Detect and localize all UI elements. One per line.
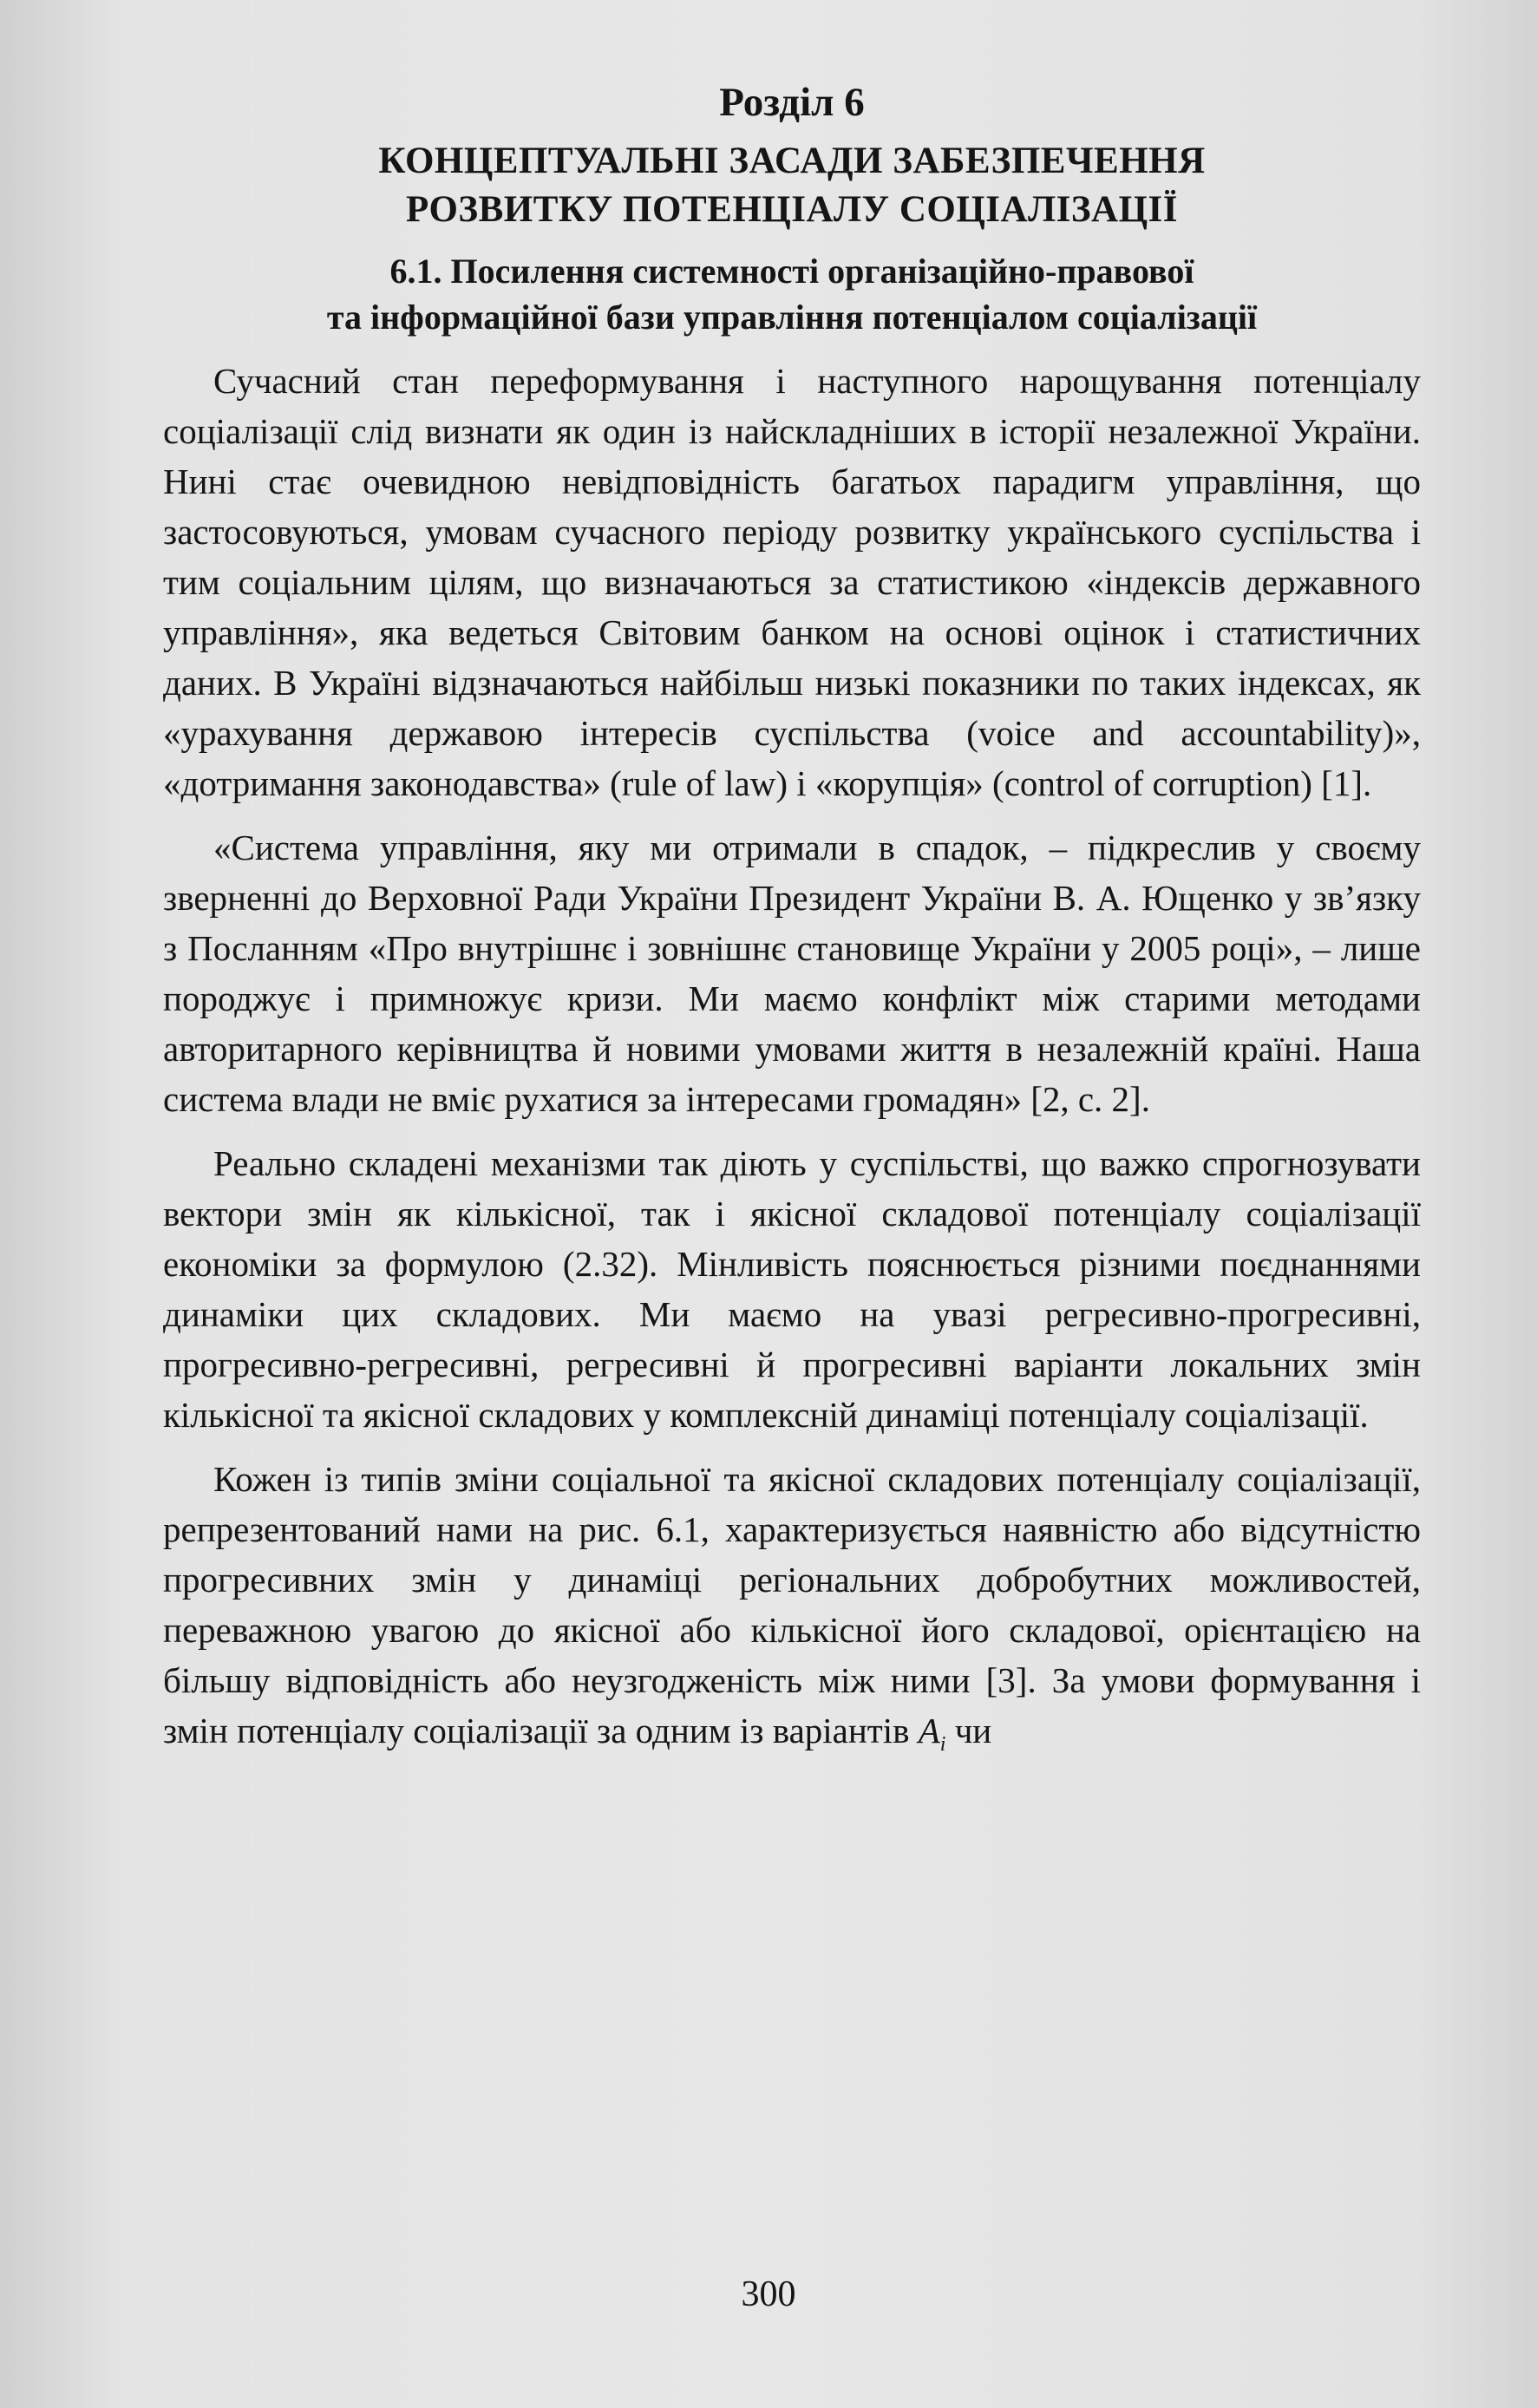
variant-subscript: i bbox=[939, 1733, 946, 1757]
chapter-title-line-2: РОЗВИТКУ ПОТЕНЦІАЛУ СОЦІАЛІЗАЦІЇ bbox=[405, 189, 1179, 230]
section-heading-line-1: 6.1. Посилення системності організаційно-правової bbox=[389, 252, 1194, 291]
paragraph-4 bbox=[163, 1454, 1421, 1770]
section-heading-line-2: та інформаційної бази управління потенціалом соціалізації bbox=[326, 298, 1258, 337]
page-number: 300 bbox=[741, 2274, 796, 2314]
chapter-heading: Розділ 6 bbox=[719, 80, 865, 125]
chapter-title-line-1: КОНЦЕПТУАЛЬНІ ЗАСАДИ ЗАБЕЗПЕЧЕННЯ bbox=[378, 141, 1206, 181]
section-heading bbox=[163, 248, 1421, 340]
paragraph-3: Реально складені механізми так діють у суспільстві, що важко спрогнозувати вектори змін як кількісної, так і якісної складової потенціалу соціалізації економіки за формулою (2.32). Мінливість пояснюється різними поєднаннями динаміки цих складових. Ми маємо на увазі регресивно-прогресивні, прогресивно-регресивні, регресивні й прогресивні варіанти локальних змін кількісної та якісної складових у комплексній динаміці потенціалу соціалізації. bbox=[163, 1143, 1421, 1435]
page-content bbox=[163, 76, 1421, 1783]
paragraph-2: «Система управління, яку ми отримали в спадок, – підкреслив у своєму зверненні до Верховної Ради України Президент України В. А. Ющенко у зв’язку з Посланням «Про внутрішнє і зовнішнє становище України у 2005 році», – лише породжує і примножує кризи. Ми маємо конфлікт між старими методами авторитарного керівництва й новими умовами життя в незалежній країні. Наша система влади не вміє рухатися за інтересами громадян» [2, с. 2]. bbox=[163, 828, 1421, 1119]
paragraph-1: Сучасний стан переформування і наступного нарощування потенціалу соціалізації слід визнати як один із найскладніших в історії незалежної України. Нині стає очевидною невідповідність багатьох парадигм управління, що застосовуються, умовам сучасного періоду розвитку українського суспільства і тим соціальним цілям, що визначаються за статистикою «індексів державного управління», яка ведеться Світовим банком на основі оцінок і статистичних даних. В Україні відзначаються найбільш низькі показники по таких індексах, як «урахування державою інтересів суспільства (voice and accountability)», «дотримання законодавства» (rule of law) і «корупція» (control of corruption) [1]. bbox=[163, 361, 1421, 803]
chapter-title bbox=[163, 137, 1421, 234]
paragraph-4-end: чи bbox=[954, 1711, 992, 1750]
variant-letter: A bbox=[918, 1711, 940, 1750]
paragraph-4-text: Кожен із типів зміни соціальної та якісної складових потенціалу соціалізації, репрезентований нами на рис. 6.1, характеризується наявністю або відсутністю прогресивних змін у динаміці регіональних добробутних можливостей, переважною увагою до якісної або кількісної його складової, орієнтацією на більшу відповідність або неузгодженість між ними [3]. За умови формування і змін потенціалу соціалізації за одним із варіантів bbox=[163, 1459, 1421, 1750]
variant-symbol bbox=[918, 1711, 946, 1757]
